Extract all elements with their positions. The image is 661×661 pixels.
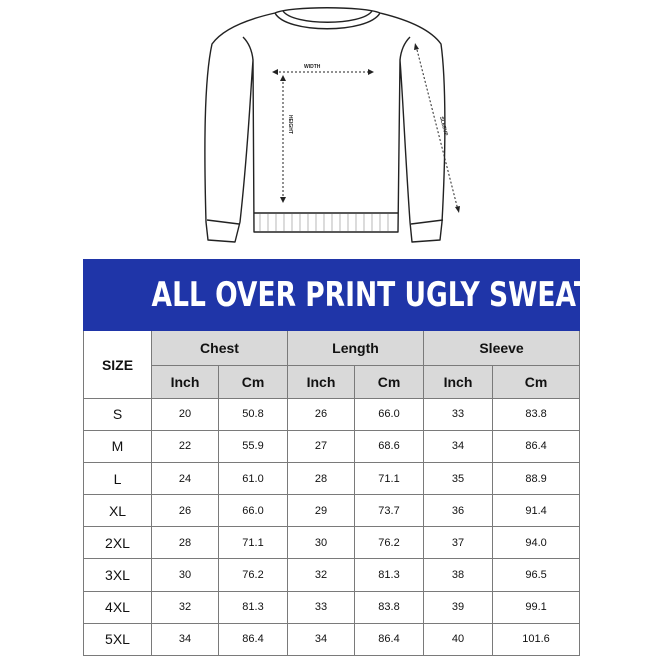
value-cell: 28 [288, 463, 355, 495]
size-cell: 3XL [84, 559, 152, 591]
value-cell: 27 [288, 430, 355, 462]
length-header: Length [288, 331, 424, 365]
value-cell: 83.8 [355, 591, 424, 623]
value-cell: 50.8 [219, 398, 288, 430]
size-cell: 2XL [84, 527, 152, 559]
value-cell: 76.2 [355, 527, 424, 559]
size-cell: M [84, 430, 152, 462]
value-cell: 34 [152, 623, 219, 655]
unit-header: Inch [152, 365, 219, 398]
value-cell: 29 [288, 495, 355, 527]
table-title: ALL OVER PRINT UGLY SWEATER [84, 260, 580, 331]
rib-lines [260, 214, 388, 231]
size-cell: S [84, 398, 152, 430]
value-cell: 91.4 [493, 495, 580, 527]
unit-header-row [84, 365, 580, 398]
size-cell: 5XL [84, 623, 152, 655]
table-row [84, 463, 580, 495]
sweater-diagram [0, 0, 661, 255]
table-row [84, 559, 580, 591]
measurement-guides [275, 46, 458, 210]
height-label: HEIGHT [287, 115, 293, 134]
size-cell: 4XL [84, 591, 152, 623]
unit-header: Cm [355, 365, 424, 398]
value-cell: 83.8 [493, 398, 580, 430]
value-cell: 40 [424, 623, 493, 655]
value-cell: 55.9 [219, 430, 288, 462]
unit-header: Cm [493, 365, 580, 398]
value-cell: 76.2 [219, 559, 288, 591]
width-arrow-left-icon [272, 69, 278, 75]
value-cell: 81.3 [219, 591, 288, 623]
value-cell: 81.3 [355, 559, 424, 591]
sleeve-label: SLEEVE [438, 116, 449, 137]
value-cell: 61.0 [219, 463, 288, 495]
table-row [84, 591, 580, 623]
value-cell: 30 [152, 559, 219, 591]
size-cell: L [84, 463, 152, 495]
height-arrow-down-icon [280, 197, 286, 203]
sleeve-arrow-down-icon [455, 206, 460, 213]
value-cell: 28 [152, 527, 219, 559]
value-cell: 32 [288, 559, 355, 591]
table-row [84, 430, 580, 462]
value-cell: 66.0 [355, 398, 424, 430]
value-cell: 66.0 [219, 495, 288, 527]
value-cell: 86.4 [493, 430, 580, 462]
value-cell: 101.6 [493, 623, 580, 655]
value-cell: 37 [424, 527, 493, 559]
arrowheads [272, 43, 460, 213]
chest-header: Chest [152, 331, 288, 365]
size-cell: XL [84, 495, 152, 527]
value-cell: 26 [288, 398, 355, 430]
unit-header: Inch [424, 365, 493, 398]
group-header-row [84, 331, 580, 365]
value-cell: 73.7 [355, 495, 424, 527]
value-cell: 38 [424, 559, 493, 591]
value-cell: 71.1 [355, 463, 424, 495]
value-cell: 34 [288, 623, 355, 655]
value-cell: 71.1 [219, 527, 288, 559]
height-arrow-up-icon [280, 75, 286, 81]
width-arrow-right-icon [368, 69, 374, 75]
value-cell: 33 [288, 591, 355, 623]
unit-header: Cm [219, 365, 288, 398]
value-cell: 68.6 [355, 430, 424, 462]
width-label: WIDTH [304, 64, 321, 70]
table-row [84, 398, 580, 430]
value-cell: 30 [288, 527, 355, 559]
title-row [84, 260, 580, 331]
sweater-outline [205, 8, 445, 242]
value-cell: 36 [424, 495, 493, 527]
value-cell: 39 [424, 591, 493, 623]
size-column-header: SIZE [84, 331, 152, 398]
value-cell: 35 [424, 463, 493, 495]
table-row [84, 623, 580, 655]
sleeve-header: Sleeve [424, 331, 580, 365]
value-cell: 86.4 [219, 623, 288, 655]
value-cell: 32 [152, 591, 219, 623]
value-cell: 34 [424, 430, 493, 462]
value-cell: 26 [152, 495, 219, 527]
table-row [84, 495, 580, 527]
sleeve-arrow-up-icon [414, 43, 419, 50]
value-cell: 22 [152, 430, 219, 462]
table-row [84, 527, 580, 559]
value-cell: 96.5 [493, 559, 580, 591]
value-cell: 33 [424, 398, 493, 430]
value-cell: 86.4 [355, 623, 424, 655]
value-cell: 20 [152, 398, 219, 430]
value-cell: 24 [152, 463, 219, 495]
value-cell: 88.9 [493, 463, 580, 495]
size-chart-table [83, 259, 631, 656]
value-cell: 99.1 [493, 591, 580, 623]
unit-header: Inch [288, 365, 355, 398]
value-cell: 94.0 [493, 527, 580, 559]
